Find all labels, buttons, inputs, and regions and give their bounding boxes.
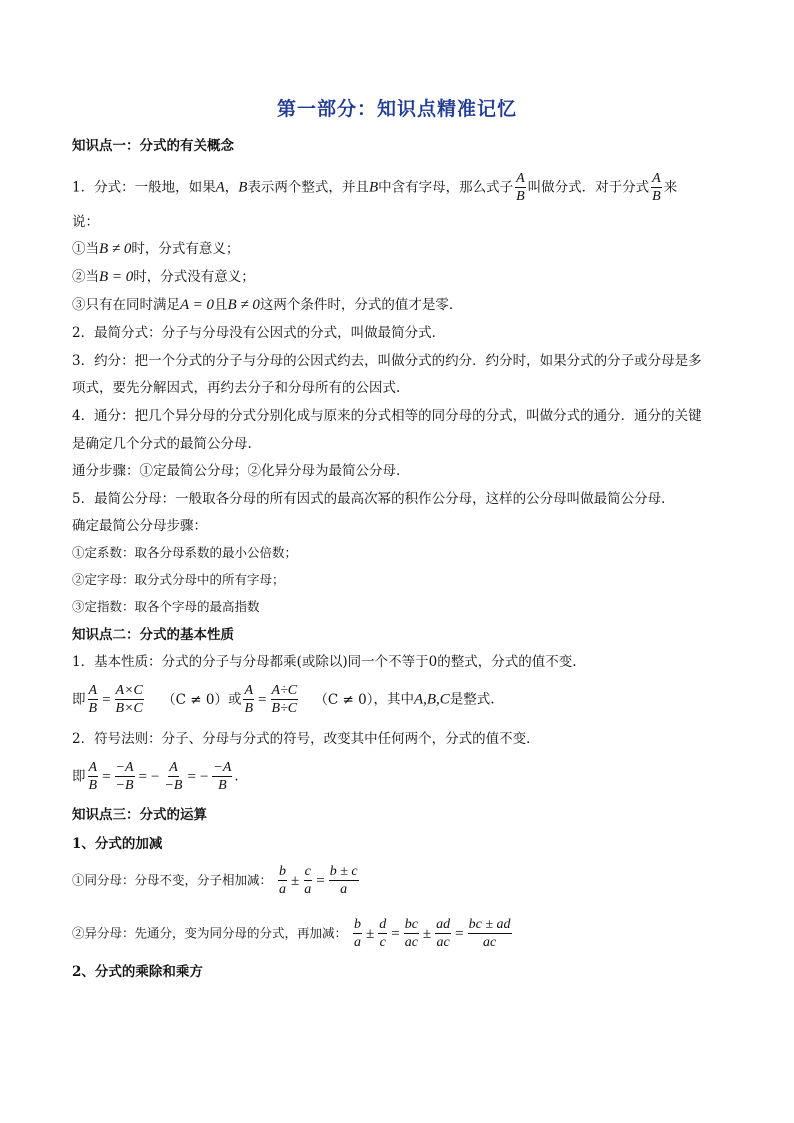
fraction-a-over-b: $\frac{A}{B}$ [88,683,98,716]
para-common-denominator-2: 是确定几个分式的最简公分母. [72,436,252,452]
text: ②当 [72,269,99,285]
para-reduction-1: 3．约分：把一个分式的分子与分母的公因式约去，叫做分式的约分．约分时，如果分式的分子或分母是多 [72,353,702,369]
var-abc: A,B,C [413,691,450,708]
minus: − [199,768,209,785]
fraction-a-over-b: $\frac{A}{B}$ [516,171,525,204]
text: 时，分式没有意义； [133,269,255,285]
formula-sign-rule [72,761,239,793]
condition-c-ne-0: （C ≠ 0） [314,691,374,708]
rule-same-denominator [72,865,361,897]
text-or: 或 [227,691,242,708]
text: 1．分式：一般地，如果 [72,179,216,196]
para-sign-rule: 2．符号法则：分子、分母与分式的符号，改变其中任何两个，分式的值不变． [72,731,540,747]
expr-b-ne-0: B ≠ 0 [227,297,260,313]
subsection-multiply-divide: 2、分式的乘除和乘方 [72,964,203,980]
fraction-a-over-b: $\frac{A}{B}$ [244,683,254,716]
var-b: B [368,179,379,196]
lcd-step-2: ②定字母：取分式分母中的所有字母； [72,572,285,587]
plus-minus: ± [366,925,375,942]
para-lcd: 5．最简公分母：一般取各分母的所有因式的最高次幂的积作公分母，这样的公分母叫做最简公分母． [72,491,675,507]
fraction-a-over-b: $\frac{A}{B}$ [652,171,661,204]
section-2-heading: 知识点二：分式的基本性质 [72,627,234,643]
fraction-bc-over-ac: $\frac{bc}{ac}$ [404,917,418,950]
para-common-denominator-1: 4．通分：把几个异分母的分式分别化成与原来的分式相等的同分母的分式，叫做分式的通分．通分的关键 [72,408,702,424]
fraction-a-over-b: $\frac{A}{B}$ [88,760,98,793]
fraction-d-over-c: $\frac{d}{c}$ [379,917,387,950]
equals: = [455,925,464,942]
equals: = [391,925,400,942]
text: 即 [72,691,86,708]
fraction-a-over-neg-b: $\frac{A}{-B}$ [164,760,183,793]
equals: = [258,691,267,708]
fraction-ad-over-ac: $\frac{ad}{ac}$ [436,917,451,950]
para-simplest-fraction: 2．最简分式：分子与分母没有公因式的分式，叫做最简分式． [72,325,446,341]
var-a: A [215,179,225,196]
page-title: 第一部分：知识点精准记忆 [276,98,517,120]
equals: = [102,691,111,708]
fraction-bc-pm-ad-over-ac: $\frac{bc \pm ad}{ac}$ [468,917,511,950]
para-lcd-steps: 确定最简公分母步骤： [72,518,207,534]
section-3-heading: 知识点三：分式的运算 [72,807,207,823]
equals: = [316,872,325,889]
text: 且 [214,297,228,313]
definition-line-cont: 说： [72,214,99,230]
expr-b-ne-0: B ≠ 0 [99,241,132,257]
text: 叫做分式．对于分式 [527,179,650,196]
fraction-neg-a-over-neg-b: $\frac{-A}{-B}$ [115,760,134,793]
expr-b-eq-0: B = 0 [99,269,134,285]
var-b: B [238,179,248,196]
fraction-neg-a-over-b: $\frac{-A}{B}$ [213,760,232,793]
condition-1 [72,239,239,259]
text: ， [224,179,239,196]
expr-a-eq-0: A = 0 [180,297,215,313]
text: 是整式. [449,691,495,708]
formula-basic-property [72,684,495,716]
text: ③只有在同时满足 [72,297,180,313]
para-reduction-2: 项式，要先分解因式，再约去分子和分母所有的公因式. [72,380,401,396]
lcd-step-1: ①定系数：取各分母系数的最小公倍数； [72,545,298,560]
text: 表示两个整式，并且 [247,179,369,196]
fraction-b-over-a: $\frac{b}{a}$ [354,917,361,950]
text: 即 [72,768,86,785]
plus-minus: ± [422,925,432,942]
lcd-step-3: ③定指数：取各个字母的最高指数 [72,599,260,614]
subsection-add-subtract: 1、分式的加减 [72,836,163,852]
equals: = [187,768,196,785]
para-common-denominator-steps: 通分步骤：①定最简公分母；②化异分母为最简公分母. [72,463,401,479]
definition-line [72,172,677,204]
fraction-b-over-a: $\frac{b}{a}$ [279,864,286,897]
minus: − [151,768,160,785]
text: 中含有字母，那么式子 [378,179,514,196]
fraction-c-over-a: $\frac{c}{a}$ [304,864,312,897]
text: ②异分母：先通分，变为同分母的分式，再加减： [72,925,348,941]
plus-minus: ± [291,872,300,889]
text: ，其中 [373,691,414,708]
period: . [234,768,239,785]
equals: = [102,768,111,785]
equals: = [138,768,147,785]
text: 这两个条件时，分式的值才是零． [259,297,463,313]
condition-3 [72,295,462,315]
fraction-b-pm-c-over-a: $\frac{b \pm c}{a}$ [329,864,358,897]
fraction-ac-over-bc: $\frac{A\times C}{B\times C}$ [115,683,143,716]
fraction-a-div-c-over-b-div-c: $\frac{A\div C}{B\div C}$ [271,683,298,716]
text: ①当 [72,241,99,257]
section-1-heading: 知识点一：分式的有关概念 [72,138,234,154]
text: 时，分式有意义； [131,241,240,257]
text: 来 [663,179,678,196]
condition-2 [72,267,255,287]
text: ①同分母：分母不变，分子相加减： [72,872,273,888]
condition-c-ne-0: （C ≠ 0） [162,691,228,708]
para-basic-property: 1．基本性质：分式的分子与分母都乘(或除以)同一个不等于0的整式，分式的值不变. [72,654,577,670]
rule-different-denominator [72,918,514,950]
